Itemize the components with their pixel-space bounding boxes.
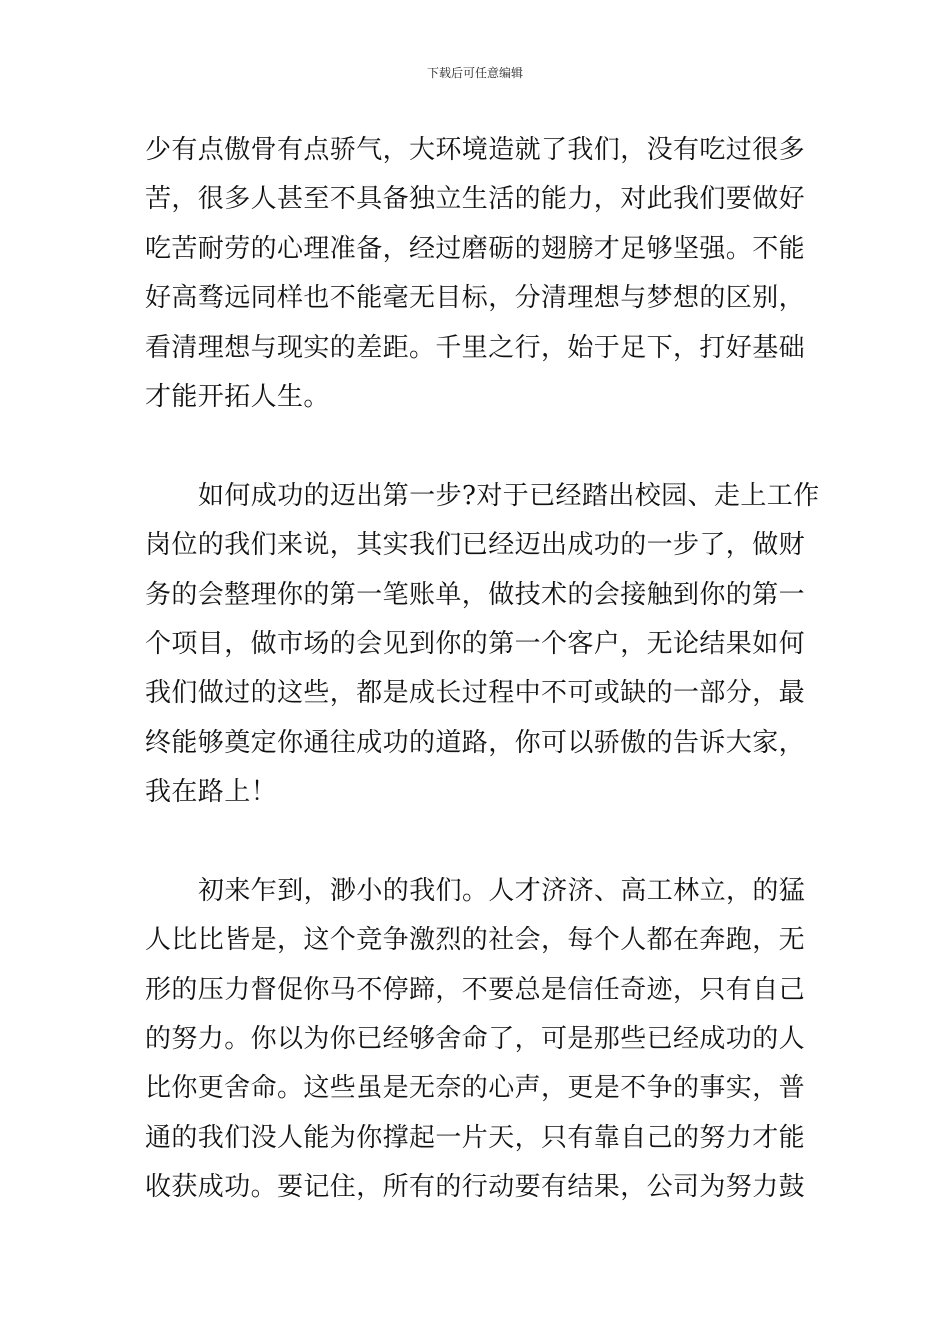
text-line: 个项目，做市场的会见到你的第一个客户，无论结果如何 xyxy=(145,628,806,659)
text-line: 才能开拓人生。 xyxy=(145,381,330,412)
text-line: 初来乍到，渺小的我们。人才济济、高工林立，的猛 xyxy=(198,875,806,906)
text-line: 我在路上！ xyxy=(145,777,278,808)
paragraph-1 xyxy=(145,126,810,422)
paragraph-2 xyxy=(145,472,820,818)
text-line: 好高骛远同样也不能毫无目标，分清理想与梦想的区别， xyxy=(145,283,806,314)
text-line: 终能够奠定你通往成功的道路，你可以骄傲的告诉大家， xyxy=(145,727,806,758)
text-line: 岗位的我们来说，其实我们已经迈出成功的一步了，做财 xyxy=(145,530,806,561)
paragraph-3 xyxy=(145,867,810,1213)
text-line: 的努力。你以为你已经够舍命了，可是那些已经成功的人 xyxy=(145,1024,806,1055)
text-line: 人比比皆是，这个竞争激烈的社会，每个人都在奔跑，无 xyxy=(145,925,806,956)
text-line: 如何成功的迈出第一步?对于已经踏出校园、走上工作 xyxy=(198,480,820,511)
text-line: 少有点傲骨有点骄气，大环境造就了我们，没有吃过很多 xyxy=(145,135,806,165)
text-line: 务的会整理你的第一笔账单，做技术的会接触到你的第一 xyxy=(145,579,806,610)
text-line: 吃苦耐劳的心理准备，经过磨砺的翅膀才足够坚强。不能 xyxy=(145,233,806,264)
text-line: 看清理想与现实的差距。千里之行，始于足下，打好基础 xyxy=(145,332,806,363)
text-line: 苦，很多人甚至不具备独立生活的能力，对此我们要做好 xyxy=(145,184,806,215)
text-line: 收获成功。要记住，所有的行动要有结果，公司为努力鼓 xyxy=(145,1172,806,1203)
text-line: 形的压力督促你马不停蹄，不要总是信任奇迹，只有自己 xyxy=(145,974,806,1005)
paragraph-spacer xyxy=(145,817,810,866)
text-line: 我们做过的这些，都是成长过程中不可或缺的一部分，最 xyxy=(145,678,806,709)
text-line: 通的我们没人能为你撑起一片天，只有靠自己的努力才能 xyxy=(145,1122,806,1153)
document-body xyxy=(145,126,820,1213)
text-line: 比你更舍命。这些虽是无奈的心声，更是不争的事实，普 xyxy=(145,1073,806,1104)
paragraph-spacer xyxy=(145,422,810,471)
page-header: 下载后可任意编辑 xyxy=(426,66,523,80)
